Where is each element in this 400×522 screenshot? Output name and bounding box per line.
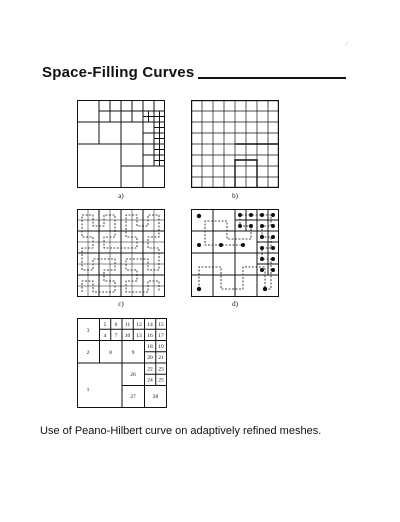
panel-label-b: b) — [232, 192, 238, 200]
cell-21: 21 — [158, 355, 164, 361]
mesh-b-graphic — [191, 100, 279, 188]
panel-label-c: c) — [118, 300, 124, 308]
mesh-panel-c — [77, 209, 165, 308]
cell-3: 3 — [86, 328, 90, 334]
title-rule — [198, 77, 346, 79]
cell-1: 1 — [86, 387, 90, 393]
cell-4: 4 — [103, 333, 107, 339]
cell-28: 28 — [152, 394, 159, 400]
panel-label-d: d) — [232, 300, 238, 308]
mesh-panel-b — [191, 100, 279, 200]
mesh-panel-a — [77, 100, 165, 200]
cell-16: 16 — [147, 333, 153, 339]
cell-19: 19 — [158, 344, 164, 350]
ordering-grid — [77, 318, 167, 408]
cell-23: 23 — [158, 366, 164, 373]
cell-9: 9 — [131, 350, 135, 356]
mesh-a-graphic — [77, 100, 165, 188]
cell-8: 8 — [109, 350, 112, 356]
cell-18: 18 — [147, 344, 153, 350]
cell-13: 13 — [136, 333, 142, 339]
cell-5: 5 — [103, 322, 107, 328]
cell-12: 12 — [136, 322, 142, 328]
panel-label-a: a) — [118, 192, 124, 200]
cell-20: 20 — [147, 355, 153, 361]
ordering-grid-graphic — [77, 318, 167, 408]
refined-cell-markers — [197, 213, 275, 291]
mesh-panel-d — [191, 209, 279, 308]
cell-17: 17 — [158, 333, 164, 339]
cell-14: 14 — [147, 322, 153, 328]
mesh-c-graphic — [77, 209, 165, 297]
cell-26: 26 — [130, 372, 136, 378]
figure-caption: Use of Peano-Hilbert curve on adaptively refined meshes. — [40, 425, 322, 437]
mesh-d-graphic — [191, 209, 279, 297]
cell-11: 11 — [124, 322, 131, 328]
cell-24: 24 — [147, 377, 153, 384]
page-title: Space-Filling Curves — [42, 64, 195, 81]
cell-22: 22 — [147, 366, 153, 373]
cell-27: 27 — [130, 394, 136, 400]
cell-15: 15 — [158, 322, 164, 328]
cell-10: 10 — [124, 333, 131, 339]
cell-25: 25 — [158, 377, 164, 384]
margin-mark: ⁄ — [346, 40, 348, 48]
cell-6: 6 — [114, 322, 118, 328]
cell-7: 7 — [114, 333, 118, 339]
cell-2: 2 — [86, 350, 90, 356]
